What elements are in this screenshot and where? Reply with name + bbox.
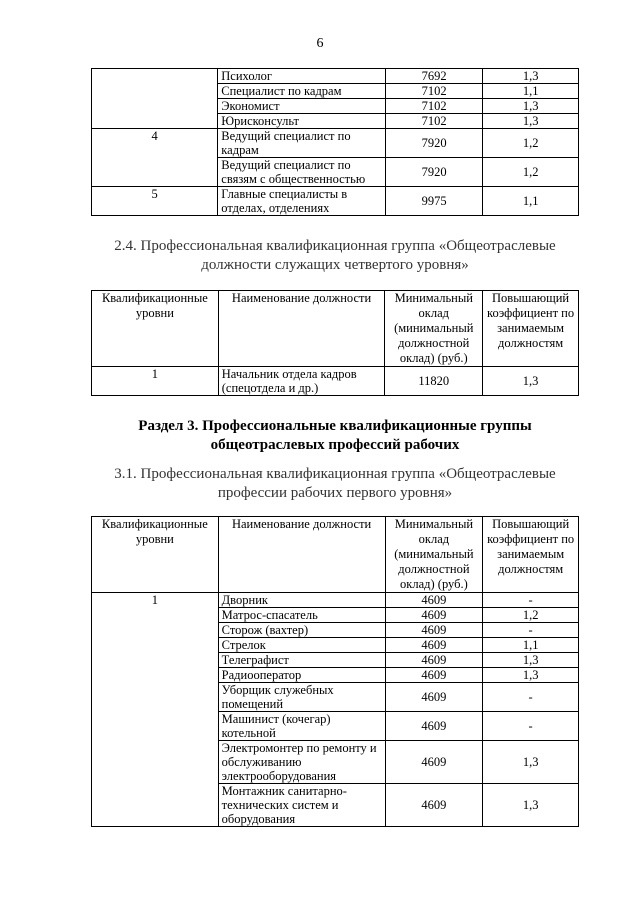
title-cell: Сторож (вахтер) xyxy=(218,623,385,638)
salary-cell: 7102 xyxy=(385,99,483,114)
coef-cell: - xyxy=(483,683,579,712)
salary-cell: 4609 xyxy=(385,741,483,784)
header-title: Наименование должности xyxy=(218,291,385,367)
level-cell: 5 xyxy=(92,187,218,216)
salary-cell: 4609 xyxy=(385,784,483,827)
coef-cell: - xyxy=(483,623,579,638)
coef-cell: 1,3 xyxy=(483,99,579,114)
table-row xyxy=(92,129,579,158)
title-cell: Уборщик служебных помещений xyxy=(218,683,385,712)
title-cell: Радиооператор xyxy=(218,668,385,683)
title-cell: Дворник xyxy=(218,593,385,608)
coef-cell: 1,3 xyxy=(483,741,579,784)
table-continued xyxy=(91,68,579,216)
page-number: 6 xyxy=(316,36,324,51)
table-row xyxy=(92,593,579,608)
header-level: Квалификационные уровни xyxy=(92,291,219,367)
salary-cell: 7920 xyxy=(385,158,483,187)
title-cell: Экономист xyxy=(218,99,386,114)
coef-cell: 1,3 xyxy=(483,114,579,129)
salary-cell: 4609 xyxy=(385,653,483,668)
level-cell: 4 xyxy=(92,129,218,187)
title-cell: Электромонтер по ремонту и обслуживанию электрооборудования xyxy=(218,741,385,784)
header-title: Наименование должности xyxy=(218,517,385,593)
salary-cell: 7920 xyxy=(385,129,483,158)
header-salary: Минимальный оклад (минимальный должностной оклад) (руб.) xyxy=(385,517,483,593)
salary-cell: 4609 xyxy=(385,668,483,683)
title-cell: Специалист по кадрам xyxy=(218,84,386,99)
table-3-1 xyxy=(91,516,579,827)
coef-cell: 1,2 xyxy=(483,158,579,187)
title-cell: Главные специалисты в отделах, отделениях xyxy=(218,187,386,216)
coef-cell: 1,2 xyxy=(483,129,579,158)
table-row xyxy=(92,69,579,84)
salary-cell: 4609 xyxy=(385,608,483,623)
coef-cell: 1,3 xyxy=(483,668,579,683)
title-cell: Юрисконсульт xyxy=(218,114,386,129)
coef-cell: 1,1 xyxy=(483,84,579,99)
title-cell: Телеграфист xyxy=(218,653,385,668)
title-cell: Машинист (кочегар) котельной xyxy=(218,712,385,741)
title-cell: Начальник отдела кадров (спецотдела и др.) xyxy=(218,367,385,396)
section-3-heading: Раздел 3. Профессиональные квалификационные группы общеотраслевых профессий рабочих xyxy=(138,418,532,453)
level-cell: 1 xyxy=(92,367,219,396)
table-row xyxy=(92,367,579,396)
title-cell: Стрелок xyxy=(218,638,385,653)
salary-cell: 11820 xyxy=(385,367,483,396)
level-cell xyxy=(92,69,218,129)
title-cell: Матрос-спасатель xyxy=(218,608,385,623)
coef-cell: 1,2 xyxy=(483,608,579,623)
header-coef: Повышающий коэффициент по занимаемым должностям xyxy=(483,291,579,367)
level-cell: 1 xyxy=(92,593,219,827)
header-salary: Минимальный оклад (минимальный должностной оклад) (руб.) xyxy=(385,291,483,367)
salary-cell: 4609 xyxy=(385,623,483,638)
coef-cell: 1,3 xyxy=(483,367,579,396)
title-cell: Психолог xyxy=(218,69,386,84)
coef-cell: 1,3 xyxy=(483,653,579,668)
table-row xyxy=(92,187,579,216)
table-header-row xyxy=(92,517,579,593)
coef-cell: - xyxy=(483,593,579,608)
header-level: Квалификационные уровни xyxy=(92,517,219,593)
coef-cell: 1,3 xyxy=(483,69,579,84)
salary-cell: 9975 xyxy=(385,187,483,216)
section-2-4-heading: 2.4. Профессиональная квалификационная группа «Общеотраслевые должности служащих четвертого уровня» xyxy=(114,238,556,273)
section-3-1-heading: 3.1. Профессиональная квалификационная группа «Общеотраслевые профессии рабочих первого уровня» xyxy=(114,466,556,501)
coef-cell: 1,3 xyxy=(483,784,579,827)
salary-cell: 4609 xyxy=(385,683,483,712)
coef-cell: 1,1 xyxy=(483,638,579,653)
table-2-4 xyxy=(91,290,579,396)
coef-cell: 1,1 xyxy=(483,187,579,216)
salary-cell: 7692 xyxy=(385,69,483,84)
salary-cell: 4609 xyxy=(385,712,483,741)
salary-cell: 7102 xyxy=(385,114,483,129)
header-coef: Повышающий коэффициент по занимаемым должностям xyxy=(483,517,579,593)
salary-cell: 4609 xyxy=(385,593,483,608)
title-cell: Монтажник санитарно-технических систем и оборудования xyxy=(218,784,385,827)
table-header-row xyxy=(92,291,579,367)
salary-cell: 7102 xyxy=(385,84,483,99)
title-cell: Ведущий специалист по кадрам xyxy=(218,129,386,158)
title-cell: Ведущий специалист по связям с общественностью xyxy=(218,158,386,187)
salary-cell: 4609 xyxy=(385,638,483,653)
coef-cell: - xyxy=(483,712,579,741)
